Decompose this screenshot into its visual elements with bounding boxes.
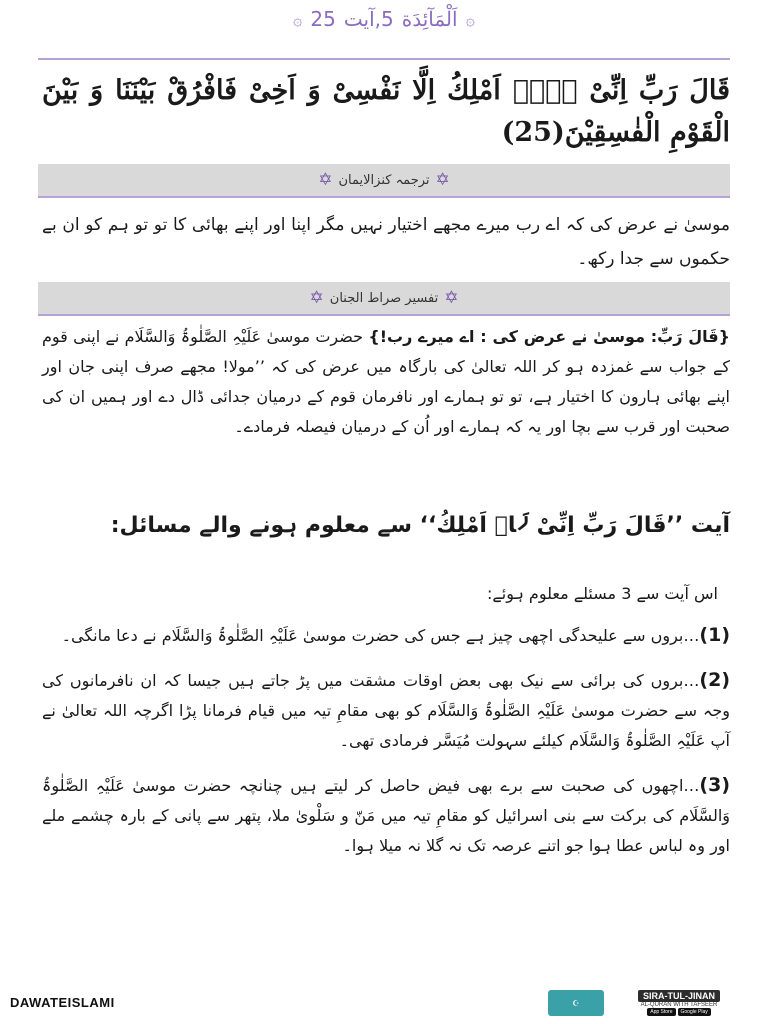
tafseer-lead: {قَالَ رَبِّ: موسیٰ نے عرض کی : اے میرے رب!} — [368, 327, 730, 346]
tafseer-band — [38, 282, 730, 316]
verse-number: 25 — [310, 7, 336, 31]
star-icon: ✡ — [435, 170, 450, 190]
translation-band — [38, 164, 730, 198]
masail-intro: اس آیت سے 3 مسئلے معلوم ہوئے: — [486, 584, 718, 603]
dawateislami-logo: DAWATEISLAMI — [10, 995, 115, 1010]
app-subtitle: AL-QURAN WITH TAFSEER — [640, 1002, 718, 1008]
point-text: …بروں سے علیحدگی اچھی چیز ہے جس کی حضرت موسیٰ عَلَیْہِ الصَّلٰوۃُ وَالسَّلَام نے دعا مانگی۔ — [61, 626, 700, 645]
ayah-text: قَالَ رَبِّ اِنِّیْ لَاۤ اَمْلِكُ اِلَّا نَفْسِیْ وَ اَخِیْ فَافْرُقْ بَیْنَنَا وَ بَیْنَ الْقَوْمِ الْفٰسِقِیْنَ(25) — [42, 75, 730, 148]
surah-header — [0, 4, 768, 34]
point-number: (1) — [699, 624, 730, 646]
point-number: (2) — [699, 669, 730, 691]
list-item — [42, 665, 730, 756]
surah-name: اَلْمَآئِدَة — [401, 7, 458, 31]
point-text: …بروں کی برائی سے نیک بھی بعض اوقات مشقت میں پڑ جاتے ہیں جیسا کہ ان نافرمانوں کی وجہ سے حضرت موسیٰ عَلَیْہِ الصَّلٰوۃُ وَالسَّلَام کو بھی مقامِ تیہ میں قیام فرمانا پڑا اگرچہ اللہ تعالیٰ نے آپ عَلَیْہِ الصَّلٰوۃُ وَالسَّلَام کیلئے سہولت مُیَسَّر فرمادی تھی۔ — [42, 671, 730, 750]
app-logo-icon: ☪ — [548, 990, 604, 1016]
list-item — [42, 620, 730, 651]
app-store-badge[interactable]: App Store — [647, 1008, 675, 1016]
app-title: SIRA-TUL-JINAN — [638, 990, 720, 1002]
star-icon: ✡ — [444, 288, 459, 308]
translation-band-title: ترجمہ کنزالایمان — [338, 172, 430, 188]
star-icon: ✡ — [318, 170, 333, 190]
translation-text: موسیٰ نے عرض کی کہ اے رب میرے مجھے اختیار نہیں مگر اپنا اور اپنے بھائی کا تو تو ہم کو ان بے حکموں سے جدا رکھ۔ — [42, 215, 730, 269]
tafseer-band-title: تفسیر صراط الجنان — [329, 290, 439, 306]
header-ornament-right: ۞ — [465, 9, 475, 29]
app-badges — [608, 990, 750, 1016]
section-heading: آیت ’’قَالَ رَبِّ اِنِّیْ لَاۤ اَمْلِكُ‘‘ سے معلوم ہونے والے مسائل: — [110, 513, 730, 538]
verse-reference: 5,آیت — [343, 7, 394, 31]
app-promo-banner[interactable] — [548, 990, 750, 1016]
header-divider — [38, 58, 730, 60]
header-ornament-left: ۞ — [293, 9, 303, 29]
tafseer-body: حضرت موسیٰ عَلَیْہِ الصَّلٰوۃُ وَالسَّلَام نے اپنی قوم کے جواب سے غمزدہ ہو کر اللہ تعالیٰ کی بارگاہ میں عرض کی کہ ’’مولا! مجھے صرف اپنی جان اور اپنے بھائی ہارون کا اختیار ہے، تو تو ہمارے اور نافرمان قوم کے درمیان جدائی ڈال دے اور ہمیں ان کی صحبت اور قرب سے بچا اور یہ کہ ہمارے اور اُن کے درمیان فیصلہ فرمادے۔ — [42, 327, 731, 436]
masail-list — [42, 620, 730, 875]
point-number: (3) — [699, 774, 731, 796]
point-text: …اچھوں کی صحبت سے برے بھی فیض حاصل کر لیتے ہیں چنانچہ حضرت موسیٰ عَلَیْہِ الصَّلٰوۃُ وَالسَّلَام کی برکت سے بنی اسرائیل کو مقامِ تیہ میں مَنّ و سَلْویٰ ملا، پتھر سے پانی کے بارہ چشمے ملے اور وہ لباس عطا ہوا جو اتنے عرصہ تک نہ گلا نہ میلا ہوا۔ — [42, 776, 730, 855]
store-badges — [647, 1008, 711, 1016]
google-play-badge[interactable]: Google Play — [678, 1008, 711, 1016]
list-item — [42, 770, 730, 861]
tafseer-text — [42, 322, 730, 442]
star-icon: ✡ — [309, 288, 324, 308]
